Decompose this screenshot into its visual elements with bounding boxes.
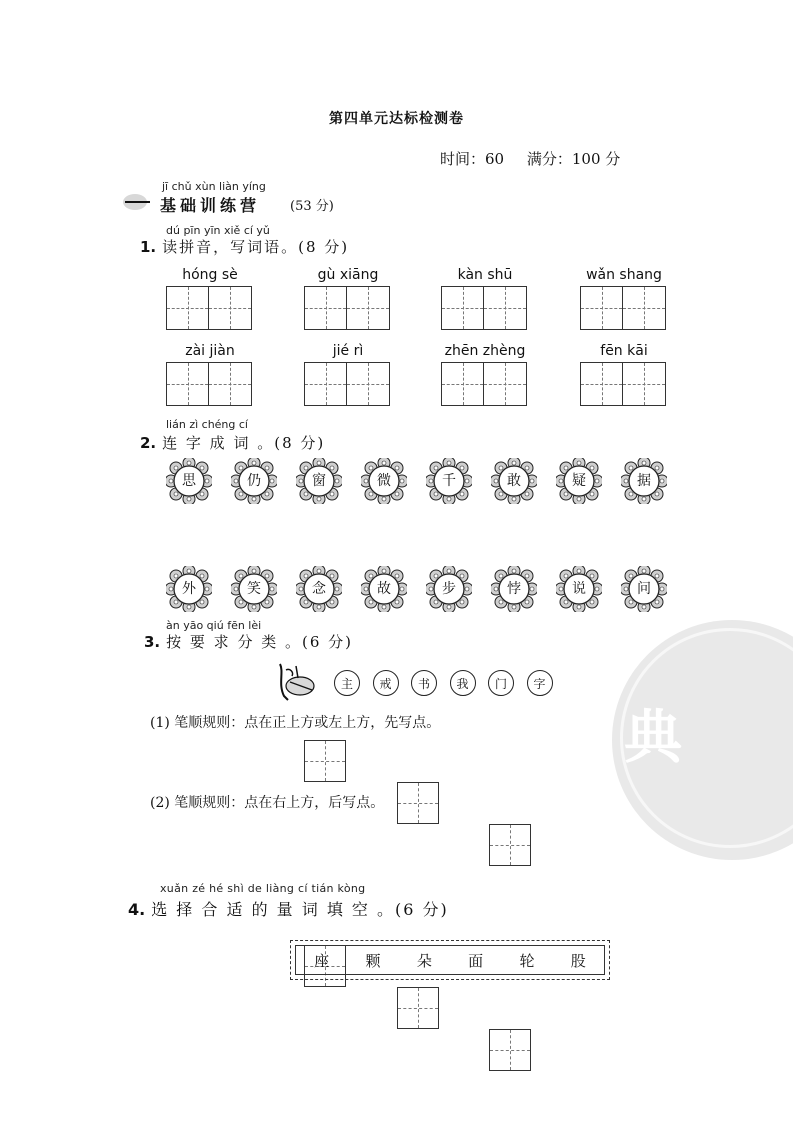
grid-cell[interactable] [209,363,251,405]
flower-char-label: 故 [377,581,391,597]
q1-writing-grid[interactable] [441,362,527,406]
answer-box[interactable] [304,740,346,782]
circled-char[interactable]: 门 [488,670,514,696]
q4-pinyin: xuǎn zé hé shì de liàng cí tián kòng [160,882,366,895]
answer-box[interactable] [397,782,439,824]
q1-pinyin-label: kàn shū [457,267,513,283]
q1-text: 读拼音，写词语。(8 分) [162,238,350,256]
q1-number: 1. [140,238,157,256]
flower-char-label: 问 [637,581,651,597]
flower-char-token[interactable] [621,566,667,612]
watermark-char: 典 [624,703,683,771]
grid-cell[interactable] [623,363,665,405]
circled-char[interactable]: 书 [411,670,437,696]
q1-writing-grid[interactable] [166,362,252,406]
flower-char-token[interactable] [231,458,277,504]
flower-char-token[interactable] [621,458,667,504]
q1-pinyin-label: hóng sè [182,267,238,283]
grid-cell[interactable] [305,363,347,405]
grid-cell[interactable] [167,363,209,405]
section1-title: 基础训练营 [160,196,261,215]
flower-char-label: 千 [442,473,456,489]
q2-number: 2. [140,434,157,452]
section1-pinyin: jī chǔ xùn liàn yíng [162,180,266,193]
flower-char-token[interactable] [231,566,277,612]
flower-char-label: 仍 [247,473,261,489]
flower-char-token[interactable] [166,458,212,504]
q1-pinyin-label: zhēn zhèng [444,343,526,359]
flower-char-label: 敢 [507,473,521,489]
measure-word: 面 [468,951,484,970]
flower-char-label: 笑 [247,581,261,597]
grid-cell[interactable] [623,287,665,329]
grid-cell[interactable] [484,363,526,405]
grid-cell[interactable] [581,287,623,329]
q1-pinyin: dú pīn yīn xiě cí yǔ [166,224,270,237]
measure-word: 股 [570,951,586,970]
q2-text: 连 字 成 词 。(8 分) [162,434,326,452]
measure-word-box [290,940,610,980]
time-score-bar [440,148,638,169]
flower-char-token[interactable] [296,566,342,612]
q1-writing-grid[interactable] [580,286,666,330]
flower-char-token[interactable] [426,458,472,504]
circled-char[interactable]: 字 [527,670,553,696]
q3-heading [144,631,353,652]
q1-pinyin-label: fēn kāi [600,343,648,359]
q1-writing-grid[interactable] [580,362,666,406]
circled-char[interactable]: 主 [334,670,360,696]
flower-char-token[interactable] [361,458,407,504]
flower-char-label: 念 [312,581,326,597]
page-title: 第四单元达标检测卷 [329,111,464,127]
answer-box[interactable] [489,824,531,866]
flower-char-label: 据 [637,473,651,489]
grid-cell[interactable] [581,363,623,405]
q1-pinyin-label: jié rì [332,343,364,359]
q4-number: 4. [128,900,146,919]
section-marker-icon [122,193,152,211]
grid-cell[interactable] [484,287,526,329]
grid-cell[interactable] [347,287,389,329]
measure-word: 朵 [416,951,432,970]
flower-char-token[interactable] [491,458,537,504]
flower-char-token[interactable] [361,566,407,612]
flower-char-label: 步 [442,581,456,597]
q1-heading [140,236,349,257]
section1-score: (53 分) [290,199,334,214]
flower-char-label: 悖 [507,581,521,597]
flower-char-label: 说 [572,581,586,597]
flower-char-token[interactable] [296,458,342,504]
q3-rule1: (1) 笔顺规则：点在正上方或左上方，先写点。 [150,715,441,731]
flower-char-token[interactable] [426,566,472,612]
q3-pinyin: àn yāo qiú fēn lèi [166,619,262,632]
score-label: 满分：100 分 [526,150,621,168]
q1-writing-grid[interactable] [441,286,527,330]
grid-cell[interactable] [209,287,251,329]
watermark-seal [612,620,793,860]
grid-cell[interactable] [442,363,484,405]
q3-number: 3. [144,633,161,651]
q1-pinyin-label: zài jiàn [185,343,235,359]
q1-writing-grid[interactable] [166,286,252,330]
grid-cell[interactable] [442,287,484,329]
measure-word: 轮 [519,951,535,970]
grid-cell[interactable] [305,287,347,329]
measure-word-list [295,945,605,975]
ink-brush-icon [272,660,322,706]
answer-box[interactable] [489,1029,531,1071]
q4-text: 选 择 合 适 的 量 词 填 空 。(6 分) [151,900,449,919]
q4-heading [128,897,449,920]
flower-char-label: 疑 [572,473,586,489]
q2-pinyin: lián zì chéng cí [166,418,248,431]
circled-char[interactable]: 戒 [373,670,399,696]
flower-char-token[interactable] [556,458,602,504]
q1-writing-grid[interactable] [304,362,390,406]
q1-writing-grid[interactable] [304,286,390,330]
grid-cell[interactable] [167,287,209,329]
q1-pinyin-label: gù xiāng [317,267,379,283]
answer-box[interactable] [397,987,439,1029]
flower-char-label: 外 [182,581,196,597]
flower-char-token[interactable] [166,566,212,612]
circled-char[interactable]: 我 [450,670,476,696]
measure-word: 座 [314,951,330,970]
q1-pinyin-label: wǎn shang [586,267,662,283]
flower-char-label: 微 [377,473,391,489]
flower-char-label: 窗 [312,473,326,489]
q3-rule2: (2) 笔顺规则：点在右上方，后写点。 [150,795,385,811]
measure-word: 颗 [365,951,381,970]
flower-char-token[interactable] [491,566,537,612]
flower-char-label: 思 [182,473,196,489]
grid-cell[interactable] [347,363,389,405]
flower-char-token[interactable] [556,566,602,612]
time-label: 时间：60 [440,150,505,168]
q3-text: 按 要 求 分 类 。(6 分) [166,633,353,651]
q2-heading [140,432,325,453]
